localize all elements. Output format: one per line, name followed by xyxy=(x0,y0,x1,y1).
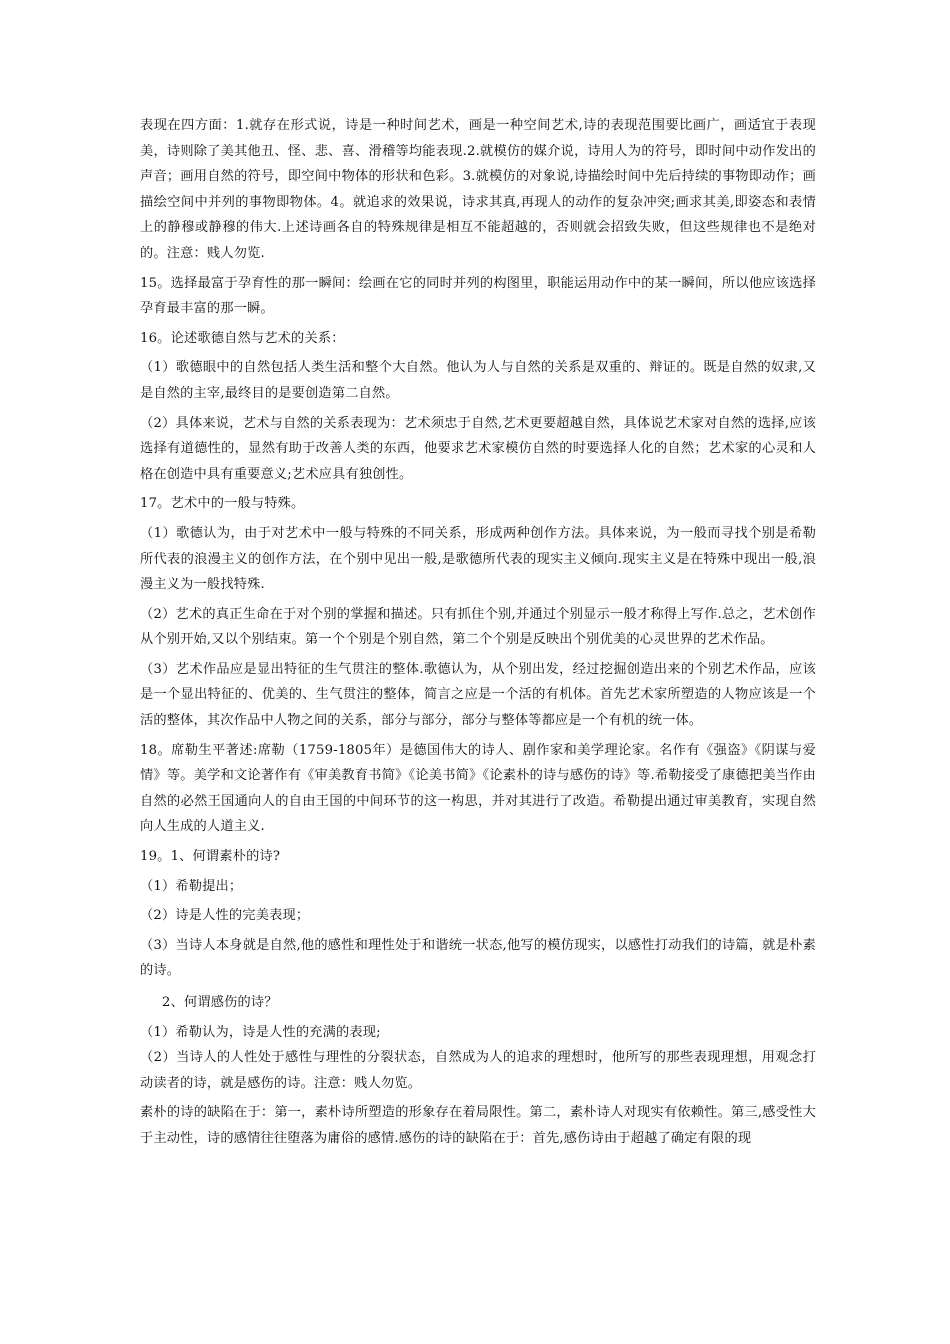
paragraph-18-schiller-bio: 18。席勒生平著述:席勒（1759-1805年）是德国伟大的诗人、剧作家和美学理论家。名作有《强盗》《阴谋与爱情》等。美学和文论著作有《审美教育书简》《论美书简》《论素朴的诗与感伤的诗》等.希勒接受了康德把美当作由自然的必然王国通向人的自由王国的中间环节的这一构思，并对其进行了改造。希勒提出通过审美教育，实现自然向人生成的人道主义. xyxy=(140,742,816,835)
paragraph-defects: 素朴的诗的缺陷在于：第一，素朴诗所塑造的形象存在着局限性。第二，素朴诗人对现实有依赖性。第三,感受性大于主动性，诗的感情往往堕落为庸俗的感情.感伤的诗的缺陷在于：首先,感伤诗由于超越了确定有限的现 xyxy=(140,1105,816,1146)
paragraph-15-pregnant-moment: 15。选择最富于孕育性的那一瞬间：绘画在它的同时并列的构图里，职能运用动作中的某一瞬间，所以他应该选择孕育最丰富的那一瞬。 xyxy=(140,275,816,317)
document-body xyxy=(140,113,816,1152)
heading-17-general-particular: 17。艺术中的一般与特殊。 xyxy=(140,496,305,512)
paragraph-17-point-3: （3）艺术作品应是显出特征的生气贯注的整体.歌德认为，从个别出发，经过挖掘创造出来的个别艺术作品，应该是一个显出特征的、优美的、生气贯注的整体，简言之应是一个活的有机体。首先艺术家所塑造的人物应该是一个活的整体，其次作品中人物之间的关系，部分与部分，部分与整体等都应是一个有机的统一体。 xyxy=(140,661,816,729)
heading-19-naive-poetry: 19。1、何谓素朴的诗? xyxy=(140,849,281,865)
paragraph-19-point-2: （2）诗是人性的完美表现； xyxy=(140,908,310,924)
paragraph-17-point-2: （2）艺术的真正生命在于对个别的掌握和描述。只有抓住个别,并通过个别显示一般才称得上写作.总之，艺术创作从个别开始,又以个别结束。第一个个别是个别自然，第二个个别是反映出个别优美的心灵世界的艺术作品。 xyxy=(140,606,816,648)
heading-sentimental-poetry: 2、何谓感伤的诗？ xyxy=(162,995,278,1010)
paragraph-sentimental-point-2: （2）当诗人的人性处于感性与理性的分裂状态，自然成为人的追求的理想时，他所写的那些表现理想，用观念打动读者的诗，就是感伤的诗。注意：贱人勿览。 xyxy=(140,1050,816,1091)
paragraph-19-point-3: （3）当诗人本身就是自然,他的感性和理性处于和谐统一状态,他写的模仿现实，以感性打动我们的诗篇，就是朴素的诗。 xyxy=(140,937,816,979)
paragraph-sentimental-point-1: （1）希勒认为，诗是人性的充满的表现; xyxy=(140,1024,381,1040)
paragraph-17-point-1: （1）歌德认为，由于对艺术中一般与特殊的不同关系，形成两种创作方法。具体来说，为一般而寻找个别是希勒所代表的浪漫主义的创作方法，在个别中见出一般,是歌德所代表的现实主义倾向.现实主义是在特殊中现出一般,浪漫主义为一般找特殊. xyxy=(140,525,816,593)
paragraph-16-point-2: （2）具体来说，艺术与自然的关系表现为：艺术须忠于自然,艺术更要超越自然，具体说艺术家对自然的选择,应该选择有道德性的，显然有助于改善人类的东西，他要求艺术家模仿自然的时要选择人化的自然；艺术家的心灵和人格在创造中具有重要意义;艺术应具有独创性。 xyxy=(140,415,816,482)
heading-16-goethe-nature-art: 16。论述歌德自然与艺术的关系： xyxy=(140,330,345,346)
paragraph-four-aspects: 表现在四方面：1.就存在形式说，诗是一种时间艺术，画是一种空间艺术,诗的表现范围要比画广，画适宜于表现美，诗则除了美其他丑、怪、悲、喜、滑稽等均能表现.2.就模仿的媒介说，诗用人为的符号，即时间中动作发出的声音；画用自然的符号，即空间中物体的形状和色彩。3.就模仿的对象说,诗描绘时间中先后持续的事物即动作；画描绘空间中并列的事物即物体。4。就追求的效果说，诗求其真,再现人的动作的复杂冲突;画求其美,即姿态和表情上的静穆或静穆的伟大.上述诗画各自的特殊规律是相互不能超越的，否则就会招致失败，但这些规律也不是绝对的。注意：贱人勿览. xyxy=(140,118,816,261)
paragraph-16-point-1: （1）歌德眼中的自然包括人类生活和整个大自然。他认为人与自然的关系是双重的、辩证的。既是自然的奴隶,又是自然的主宰,最终目的是要创造第二自然。 xyxy=(140,360,816,401)
paragraph-19-point-1: （1）希勒提出； xyxy=(140,878,243,894)
